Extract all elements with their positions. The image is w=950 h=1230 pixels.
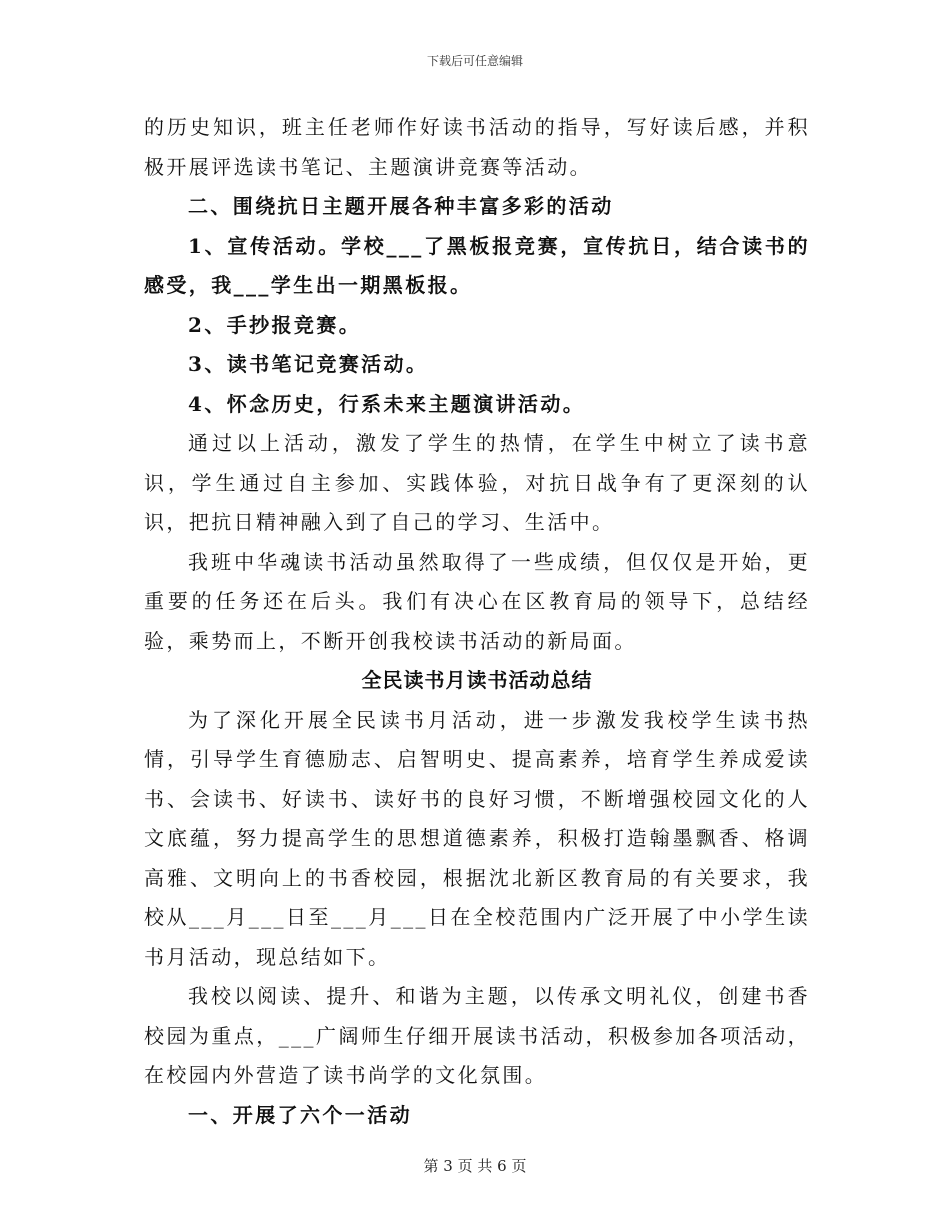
page-header: 下载后可任意编辑 xyxy=(426,54,523,68)
section-heading-one: 一、开展了六个一活动 xyxy=(188,1102,412,1127)
paragraph-intro: 为了深化开展全民读书月活动，进一步激发我校学生读书热情，引导学生育德励志、启智明史、提高素养，培育学生养成爱读书、会读书、好读书、读好书的良好习惯，不断增强校园文化的人文底蕴，努力提高学生的思想道德素养，积极打造翰墨飘香、格调高雅、文明向上的书香校园，根据沈北新区教育局的有关要求，我校从___月___日至___月___日在全校范围内广泛开展了中小学生读书月活动，现总结如下。 xyxy=(144,707,810,969)
page-number: 第 3 页 共 6 页 xyxy=(423,1157,527,1175)
section-heading-two: 二、围绕抗日主题开展各种丰富多彩的活动 xyxy=(188,194,614,218)
list-item-propaganda: 1、宣传活动。学校___了黑板报竞赛，宣传抗日，结合读书的感受，我___学生出一期黑板报。 xyxy=(144,233,810,297)
paragraph-conclusion: 我班中华魂读书活动虽然取得了一些成绩，但仅仅是开始，更重要的任务还在后头。我们有决心在区教育局的领导下，总结经验，乘势而上，不断开创我校读书活动的新局面。 xyxy=(144,549,810,653)
list-item-reading-notes: 3、读书笔记竞赛活动。 xyxy=(188,352,429,376)
paragraph-theme: 我校以阅读、提升、和谐为主题，以传承文明礼仪，创建书香校园为重点，___广阔师生仔细开展读书活动，积极参加各项活动，在校园内外营造了读书尚学的文化氛围。 xyxy=(144,984,810,1087)
list-item-speech: 4、怀念历史，行系未来主题演讲活动。 xyxy=(188,391,586,416)
paragraph-continuation: 的历史知识，班主任老师作好读书活动的指导，写好读后感，并积极开展评选读书笔记、主题演讲竞赛等活动。 xyxy=(144,115,810,179)
section-title: 全民读书月读书活动总结 xyxy=(361,668,593,692)
paragraph-activities-effect: 通过以上活动，激发了学生的热情，在学生中树立了读书意识，学生通过自主参加、实践体验，对抗日战争有了更深刻的认识，把抗日精神融入到了自己的学习、生活中。 xyxy=(144,431,810,534)
list-item-handwritten-newspaper: 2、手抄报竞赛。 xyxy=(188,312,362,337)
document-body xyxy=(144,108,810,1135)
